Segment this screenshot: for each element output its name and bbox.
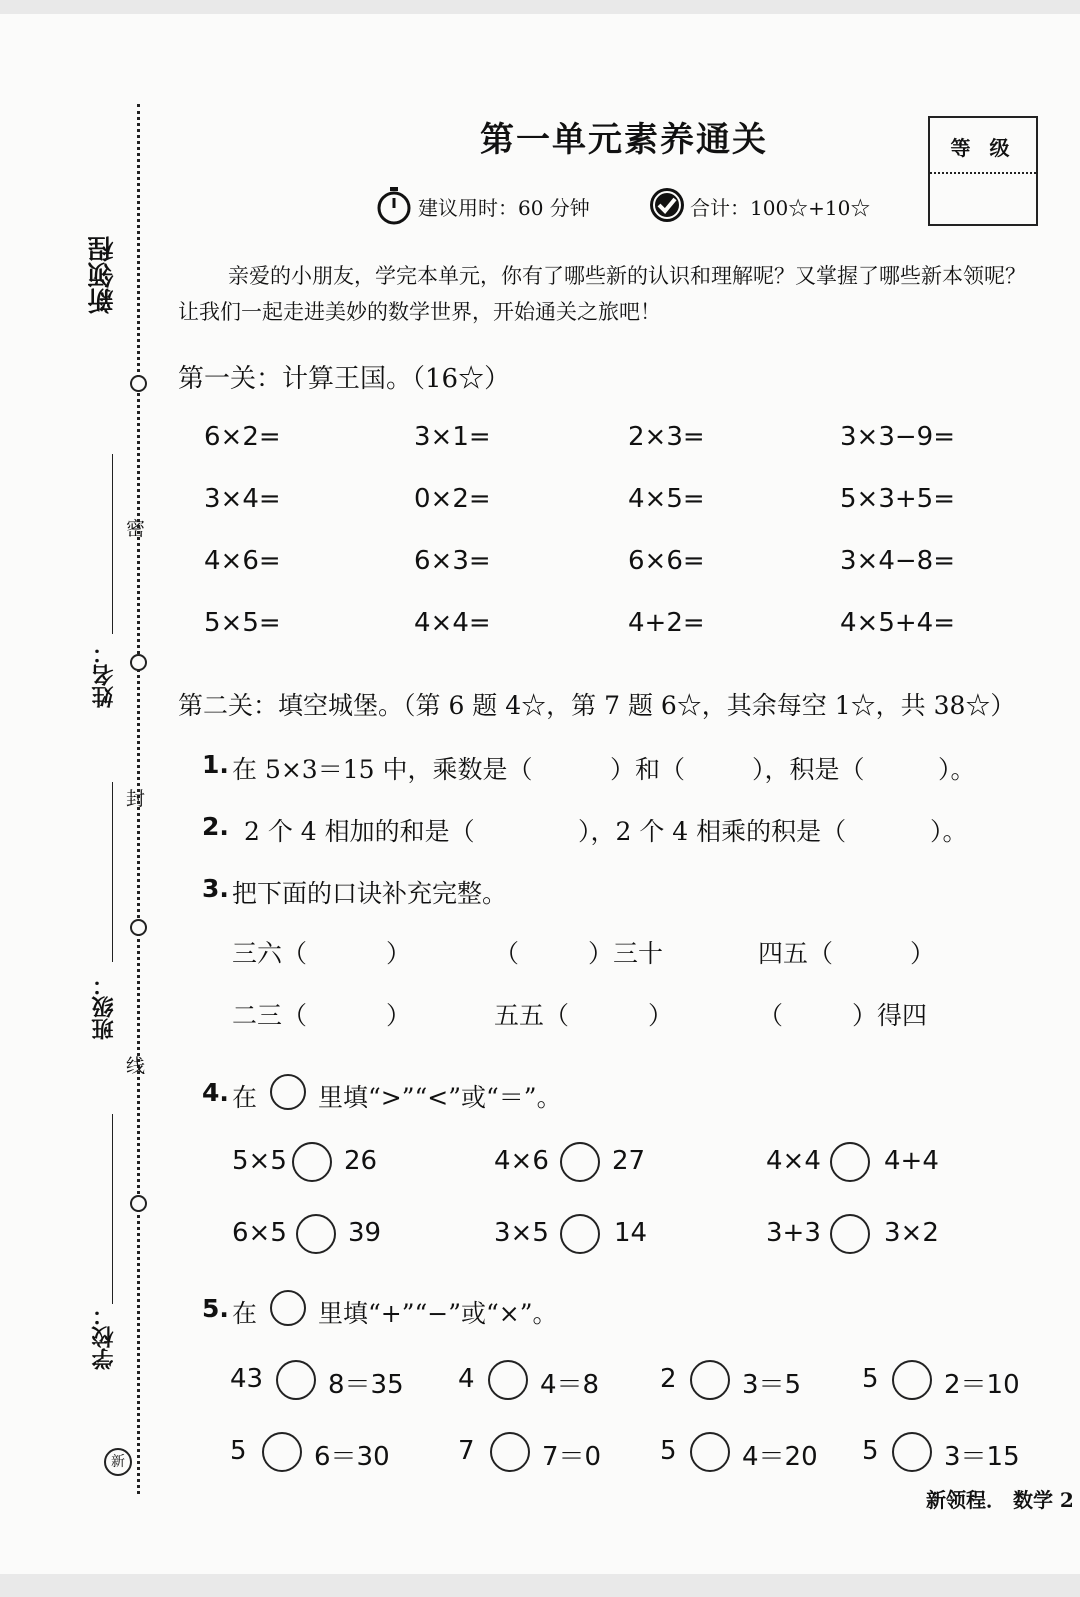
intro-line-1: 亲爱的小朋友，学完本单元，你有了哪些新的认识和理解呢？又掌握了哪些新本领呢？ <box>228 264 1026 288</box>
answer-circle[interactable] <box>690 1432 730 1472</box>
calc-item: 3×4−8= <box>840 546 955 576</box>
op-left: 7 <box>458 1436 475 1466</box>
op-left: 5 <box>862 1364 879 1394</box>
op-right: 2＝10 <box>944 1370 1020 1400</box>
suggested-time: 建议用时：60 分钟 <box>418 196 590 220</box>
calc-item: 4×5+4= <box>840 608 955 638</box>
op-left: 4 <box>458 1364 475 1394</box>
binding-ring <box>130 654 147 671</box>
page-title: 第一单元素养通关 <box>480 120 768 160</box>
answer-circle[interactable] <box>296 1214 336 1254</box>
grade-label: 等 级 <box>950 136 1016 160</box>
q2-number: 2. <box>202 812 229 841</box>
rhyme-pre: （ <box>758 1001 784 1030</box>
brand-vertical: 新领程 <box>88 236 118 314</box>
op-right: 4＝20 <box>742 1442 818 1472</box>
answer-circle[interactable] <box>276 1360 316 1400</box>
calc-item: 4×5= <box>628 484 705 514</box>
cmp-right: 4+4 <box>884 1146 939 1176</box>
check-badge-icon <box>648 186 686 224</box>
calc-item: 2×3= <box>628 422 705 452</box>
stopwatch-icon <box>376 186 412 226</box>
rhyme-pre: 二三（ <box>232 1001 308 1030</box>
op-left: 5 <box>230 1436 247 1466</box>
class-label: 班级： <box>91 974 117 1040</box>
q3-text: 把下面的口诀补充完整。 <box>232 879 508 908</box>
rhyme-pre: （ <box>494 939 520 968</box>
section1-title: 第一关：计算王国。（16☆） <box>178 364 511 394</box>
worksheet-page <box>0 14 1080 1574</box>
cmp-left: 3+3 <box>766 1218 821 1248</box>
intro-line-2: 让我们一起走进美妙的数学世界，开始通关之旅吧！ <box>178 300 661 324</box>
name-write-line <box>112 454 113 634</box>
answer-circle[interactable] <box>690 1360 730 1400</box>
op-right: 3＝5 <box>742 1370 802 1400</box>
rhyme-pre: 三六（ <box>232 939 308 968</box>
school-write-line <box>112 1114 113 1304</box>
grade-box <box>928 116 1038 226</box>
binding-ring <box>130 1195 147 1212</box>
cmp-right: 26 <box>344 1146 378 1176</box>
logo-badge: 新 <box>104 1448 132 1476</box>
q4-number: 4. <box>202 1078 229 1107</box>
cmp-left: 4×4 <box>766 1146 821 1176</box>
q5-text-post: 里填“+”“−”或“×”。 <box>318 1299 558 1328</box>
cmp-right: 39 <box>348 1218 382 1248</box>
cmp-right: 27 <box>612 1146 646 1176</box>
sample-circle <box>270 1290 306 1326</box>
section2-title: 第二关：填空城堡。（第 6 题 4☆，第 7 题 6☆，其余每空 1☆，共 38☆） <box>178 691 1016 720</box>
cmp-right: 3×2 <box>884 1218 939 1248</box>
answer-circle[interactable] <box>490 1432 530 1472</box>
q4-text-post: 里填“>”“<”或“＝”。 <box>318 1083 562 1112</box>
total-score: 合计：100☆+10☆ <box>690 196 871 220</box>
q5-text-pre: 在 <box>232 1299 258 1328</box>
q4-text-pre: 在 <box>232 1083 258 1112</box>
rhyme-post: ） <box>386 1001 412 1030</box>
rhyme-pre: 四五（ <box>758 939 834 968</box>
answer-circle[interactable] <box>488 1360 528 1400</box>
class-write-line <box>112 782 113 962</box>
calc-item: 4+2= <box>628 608 705 638</box>
op-right: 7＝0 <box>542 1442 602 1472</box>
rhyme-post: ） <box>910 939 936 968</box>
calc-item: 0×2= <box>414 484 491 514</box>
calc-item: 6×2= <box>204 422 281 452</box>
op-left: 5 <box>862 1436 879 1466</box>
calc-item: 3×4= <box>204 484 281 514</box>
q1-text-d: ）。 <box>938 755 976 784</box>
answer-circle[interactable] <box>560 1142 600 1182</box>
q2-text-b: ），2 个 4 相乘的积是（ <box>578 817 847 846</box>
answer-circle[interactable] <box>292 1142 332 1182</box>
cmp-left: 4×6 <box>494 1146 549 1176</box>
cmp-right: 14 <box>614 1218 648 1248</box>
answer-circle[interactable] <box>830 1142 870 1182</box>
calc-item: 6×3= <box>414 546 491 576</box>
calc-item: 5×3+5= <box>840 484 955 514</box>
q2-text-c: ）。 <box>930 817 968 846</box>
calc-item: 4×6= <box>204 546 281 576</box>
answer-circle[interactable] <box>892 1360 932 1400</box>
q1-text-b: ）和（ <box>610 755 686 784</box>
q1-text-a: 在 5×3＝15 中，乘数是（ <box>232 755 533 784</box>
calc-item: 3×3−9= <box>840 422 955 452</box>
rhyme-post: ） <box>648 1001 674 1030</box>
school-label: 学校： <box>91 1304 117 1370</box>
answer-circle[interactable] <box>830 1214 870 1254</box>
seal-char-1: 密 <box>126 518 146 540</box>
answer-circle[interactable] <box>892 1432 932 1472</box>
grade-divider <box>930 172 1036 174</box>
q5-number: 5. <box>202 1294 229 1323</box>
rhyme-post: ） <box>386 939 412 968</box>
answer-circle[interactable] <box>560 1214 600 1254</box>
op-left: 2 <box>660 1364 677 1394</box>
cmp-left: 3×5 <box>494 1218 549 1248</box>
q2-text-a: 2 个 4 相加的和是（ <box>244 817 475 846</box>
op-left: 5 <box>660 1436 677 1466</box>
calc-item: 3×1= <box>414 422 491 452</box>
op-right: 8＝35 <box>328 1370 404 1400</box>
calc-item: 5×5= <box>204 608 281 638</box>
op-right: 3＝15 <box>944 1442 1020 1472</box>
sample-circle <box>270 1074 306 1110</box>
answer-circle[interactable] <box>262 1432 302 1472</box>
q1-text-c: ），积是（ <box>752 755 865 784</box>
name-label: 姓名： <box>91 642 117 708</box>
binding-ring <box>130 375 147 392</box>
binding-ring <box>130 919 147 936</box>
cmp-left: 6×5 <box>232 1218 287 1248</box>
op-left: 43 <box>230 1364 264 1394</box>
q1-number: 1. <box>202 750 229 779</box>
seal-char-3: 线 <box>126 1055 146 1077</box>
rhyme-post: ）得四 <box>852 1001 928 1030</box>
q3-number: 3. <box>202 874 229 903</box>
calc-item: 6×6= <box>628 546 705 576</box>
op-right: 6＝30 <box>314 1442 390 1472</box>
seal-char-2: 封 <box>126 788 146 810</box>
footer-brand: 新领程． 数学 2 <box>926 1488 1074 1512</box>
cmp-left: 5×5 <box>232 1146 287 1176</box>
rhyme-post: ）三十 <box>588 939 664 968</box>
rhyme-pre: 五五（ <box>494 1001 570 1030</box>
calc-item: 4×4= <box>414 608 491 638</box>
op-right: 4＝8 <box>540 1370 600 1400</box>
